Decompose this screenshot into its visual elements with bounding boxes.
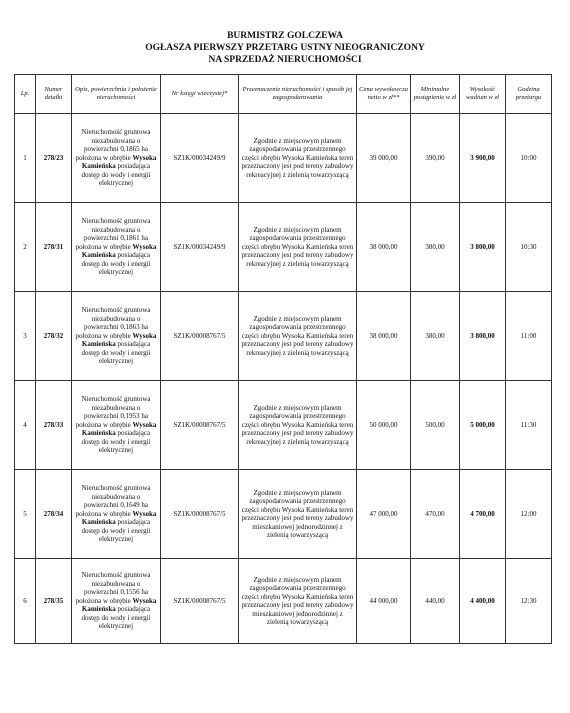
desc-location: Wysoka Kamieńska	[81, 420, 157, 438]
price-cell: 44 000,00	[357, 559, 411, 644]
desc-cell	[72, 114, 161, 203]
desc-location: Wysoka Kamieńska	[81, 509, 157, 527]
notice-header	[0, 30, 570, 66]
desc-text: Nieruchomość gruntowa niezabudowana o powierzchni 0,1861 ha położona w obrębie	[75, 217, 151, 251]
number-cell: 278/35	[36, 559, 72, 644]
table-row	[15, 292, 552, 381]
price-cell: 39 000,00	[357, 114, 411, 203]
min-step-cell: 390,00	[411, 114, 460, 203]
min-step-cell: 470,00	[411, 470, 460, 559]
desc-text: Nieruchomość gruntowa niezabudowana o powierzchni 0,1865 ha położona w obrębie	[75, 128, 151, 162]
desc-access: posiadająca dostęp do wody i energii elektrycznej	[81, 251, 151, 277]
header-title: BURMISTRZ GOLCZEWA	[227, 31, 343, 41]
desc-access: posiadająca dostęp do wody i energii elektrycznej	[81, 162, 151, 188]
deposit-cell: 4 400,00	[460, 559, 506, 644]
time-cell: 11:30	[506, 381, 552, 470]
lp-cell: 2	[15, 203, 36, 292]
price-cell: 50 000,00	[357, 381, 411, 470]
purpose-cell: Zgodnie z miejscowym planem zagospodarowania przestrzennego części obrębu Wysoka Kamieńska teren przeznaczony jest pod tereny zabudowy rekreacyjnej z zielenią towarzyszącą	[239, 381, 357, 470]
table-row	[15, 114, 552, 203]
desc-cell	[72, 381, 161, 470]
time-cell: 10:30	[506, 203, 552, 292]
col-header-min-step: Minimalne postąpienie w zł	[411, 75, 460, 114]
number-cell: 278/31	[36, 203, 72, 292]
number-cell: 278/23	[36, 114, 72, 203]
number-cell: 278/32	[36, 292, 72, 381]
min-step-cell: 380,00	[411, 292, 460, 381]
time-cell: 11:00	[506, 292, 552, 381]
col-header-desc: Opis, powierzchnia i położenie nieruchomości	[72, 75, 161, 114]
price-cell: 47 000,00	[357, 470, 411, 559]
desc-cell	[72, 559, 161, 644]
deposit-cell: 3 800,00	[460, 292, 506, 381]
col-header-lp: Lp.	[15, 75, 36, 114]
kw-cell: SZ1K/00034249/9	[161, 114, 239, 203]
min-step-cell: 380,00	[411, 203, 460, 292]
desc-access: posiadająca dostęp do wody i energii elektrycznej	[81, 429, 151, 455]
header-subtitle-2: NA SPRZEDAŻ NIERUCHOMOŚCI	[208, 55, 362, 65]
desc-access: posiadająca dostęp do wody i energii elektrycznej	[81, 605, 151, 631]
table-row	[15, 381, 552, 470]
purpose-cell: Zgodnie z miejscowym planem zagospodarowania przestrzennego części obrębu Wysoka Kamieńska teren przeznaczony jest pod tereny zabudowy rekreacyjnej z zielenią towarzyszącą	[239, 203, 357, 292]
price-cell: 38 000,00	[357, 292, 411, 381]
kw-cell: SZ1K/00034249/9	[161, 203, 239, 292]
time-cell: 12:00	[506, 470, 552, 559]
time-cell: 12:30	[506, 559, 552, 644]
min-step-cell: 500,00	[411, 381, 460, 470]
table-row	[15, 470, 552, 559]
min-step-cell: 440,00	[411, 559, 460, 644]
col-header-price: Cena wywoławcza netto w zł**	[357, 75, 411, 114]
lp-cell: 4	[15, 381, 36, 470]
purpose-cell: Zgodnie z miejscowym planem zagospodarowania przestrzennego części obrębu Wysoka Kamieńska teren przeznaczony jest pod tereny zabudowy rekreacyjnej z zielenią towarzyszącą	[239, 292, 357, 381]
table-row	[15, 203, 552, 292]
desc-location: Wysoka Kamieńska	[81, 596, 157, 614]
desc-cell	[72, 470, 161, 559]
kw-cell: SZ1K/00008767/5	[161, 292, 239, 381]
time-cell: 10:00	[506, 114, 552, 203]
purpose-cell: Zgodnie z miejscowym planem zagospodarowania przestrzennego części obrębu Wysoka Kamieńska teren przeznaczony jest pod tereny zabudowy mieszkaniowej jednorodzinnej z zielenią towarzyszącą	[239, 470, 357, 559]
desc-location: Wysoka Kamieńska	[81, 242, 157, 260]
table-row	[15, 559, 552, 644]
desc-cell	[72, 292, 161, 381]
desc-access: posiadająca dostęp do wody i energii elektrycznej	[81, 340, 151, 366]
lp-cell: 5	[15, 470, 36, 559]
deposit-cell: 4 700,00	[460, 470, 506, 559]
property-table	[14, 74, 552, 644]
desc-text: Nieruchomość gruntowa niezabudowana o powierzchni 0,1953 ha położona w obrębie	[75, 395, 151, 429]
col-header-number: Numer działki	[36, 75, 72, 114]
kw-cell: SZ1K/00008767/5	[161, 559, 239, 644]
number-cell: 278/34	[36, 470, 72, 559]
lp-cell: 1	[15, 114, 36, 203]
col-header-time: Godzina przetargu	[506, 75, 552, 114]
deposit-cell: 3 800,00	[460, 203, 506, 292]
col-header-deposit: Wysokość wadium w zł	[460, 75, 506, 114]
lp-cell: 6	[15, 559, 36, 644]
kw-cell: SZ1K/00008767/5	[161, 381, 239, 470]
desc-location: Wysoka Kamieńska	[81, 153, 157, 171]
table-header-row	[15, 75, 552, 114]
desc-text: Nieruchomość gruntowa niezabudowana o powierzchni 0,1556 ha położona w obrębie	[75, 571, 151, 605]
deposit-cell: 5 000,00	[460, 381, 506, 470]
purpose-cell: Zgodnie z miejscowym planem zagospodarowania przestrzennego części obrębu Wysoka Kamieńska teren przeznaczony jest pod tereny zabudowy mieszkaniowej jednorodzinnej z zielenią towarzyszącą	[239, 559, 357, 644]
desc-text: Nieruchomość gruntowa niezabudowana o powierzchni 0,1863 ha położona w obrębie	[75, 306, 151, 340]
desc-text: Nieruchomość gruntowa niezabudowana o powierzchni 0,1649 ha położona w obrębie	[75, 484, 151, 518]
lp-cell: 3	[15, 292, 36, 381]
purpose-cell: Zgodnie z miejscowym planem zagospodarowania przestrzennego części obrębu Wysoka Kamieńska teren przeznaczony jest pod tereny zabudowy rekreacyjnej z zielenią towarzyszącą	[239, 114, 357, 203]
header-subtitle: OGŁASZA PIERWSZY PRZETARG USTNY NIEOGRANICZONY	[145, 43, 425, 53]
deposit-cell: 3 900,00	[460, 114, 506, 203]
kw-cell: SZ1K/00008767/5	[161, 470, 239, 559]
desc-access: posiadająca dostęp do wody i energii elektrycznej	[81, 518, 151, 544]
desc-location: Wysoka Kamieńska	[81, 331, 157, 349]
price-cell: 38 000,00	[357, 203, 411, 292]
col-header-kw: Nr księgi wieczystej*	[161, 75, 239, 114]
desc-cell	[72, 203, 161, 292]
col-header-purpose: Przeznaczenie nieruchomości i sposób jej zagospodarowania	[239, 75, 357, 114]
number-cell: 278/33	[36, 381, 72, 470]
